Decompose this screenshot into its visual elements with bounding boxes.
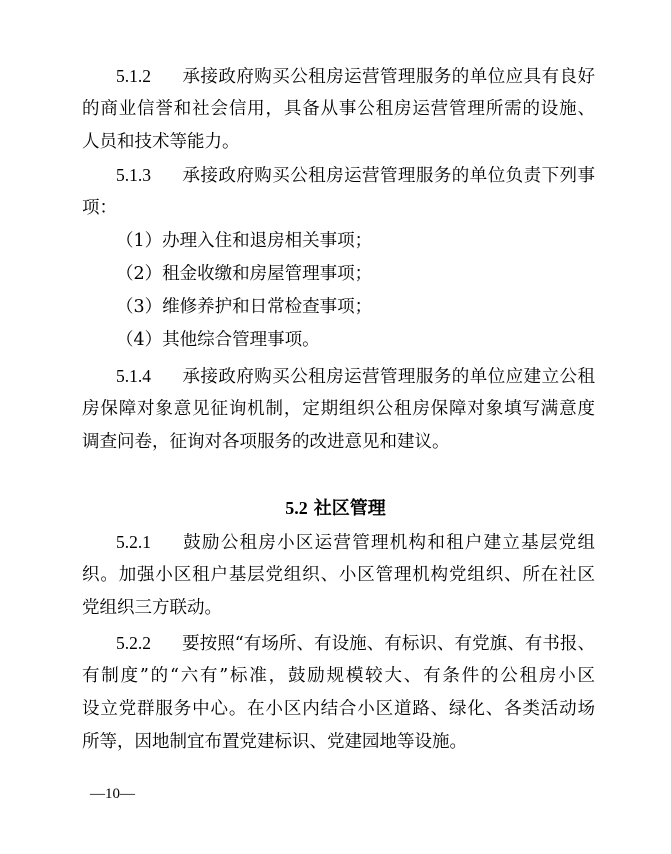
clause-5-2-1-line-2 [82,564,595,586]
clause-5-1-2-line-3 [82,131,595,153]
list-item-2 [116,263,595,285]
clause-text: 所等，因地制宜布置党建标识、党建园地等设施。 [82,732,467,752]
clause-text: 有制度”的“六有”标准，鼓励规模较大、有条件的公租房小区 [82,666,595,686]
clause-text: 承接政府购买公租房运营管理服务的单位负责下列事 [182,166,595,186]
section-heading [0,497,671,520]
clause-5-2-1-line-3 [82,597,595,619]
page-number: —10— [90,786,135,802]
section-title: 社区管理 [313,498,386,519]
list-item-text: （2）租金收缴和房屋管理事项； [116,264,373,284]
list-item-text: （4）其他综合管理事项。 [116,330,320,350]
clause-text: 设立党群服务中心。在小区内结合小区道路、绿化、各类活动场 [82,699,595,719]
clause-text: 人员和技术等能力。 [82,132,240,152]
section-number: 5.2 [285,498,308,518]
clause-number: 5.2.1 [116,532,151,552]
list-item-1 [116,230,595,252]
clause-text: 项： [82,198,117,218]
clause-5-1-3-line-1 [116,164,595,187]
clause-text: 的商业信誉和社会信用，具备从事公租房运营管理所需的设施、 [82,99,595,119]
clause-5-2-2-line-1 [116,632,595,655]
clause-number: 5.1.2 [116,66,151,86]
clause-text: 承接政府购买公租房运营管理服务的单位应具有良好 [182,67,595,87]
clause-5-2-2-line-3 [82,698,595,720]
clause-5-1-2-line-2 [82,98,595,120]
clause-number: 5.2.2 [116,633,151,653]
clause-text: 承接政府购买公租房运营管理服务的单位应建立公租 [182,367,595,387]
clause-text: 要按照“有场所、有设施、有标识、有党旗、有书报、 [182,634,595,654]
list-item-4 [116,329,595,351]
clause-text: 调查问卷，征询对各项服务的改进意见和建议。 [82,432,450,452]
list-item-3 [116,296,595,318]
clause-text: 织。加强小区租户基层党组织、小区管理机构党组织、所在社区 [82,565,595,585]
clause-5-2-2-line-4 [82,731,595,753]
clause-text: 党组织三方联动。 [82,598,222,618]
clause-5-2-1-line-1 [116,531,595,554]
clause-5-1-4-line-1 [116,365,595,388]
clause-5-2-2-line-2 [82,665,595,687]
clause-5-1-4-line-2 [82,398,595,420]
clause-number: 5.1.3 [116,165,151,185]
clause-number: 5.1.4 [116,366,151,386]
list-item-text: （1）办理入住和退房相关事项； [116,231,373,251]
clause-text: 房保障对象意见征询机制，定期组织公租房保障对象填写满意度 [82,399,595,419]
list-item-text: （3）维修养护和日常检查事项； [116,297,373,317]
clause-5-1-2-line-1 [116,65,595,88]
clause-text: 鼓励公租房小区运营管理机构和租户建立基层党组 [182,533,595,553]
clause-5-1-4-line-3 [82,431,595,453]
clause-5-1-3-line-2 [82,197,595,219]
